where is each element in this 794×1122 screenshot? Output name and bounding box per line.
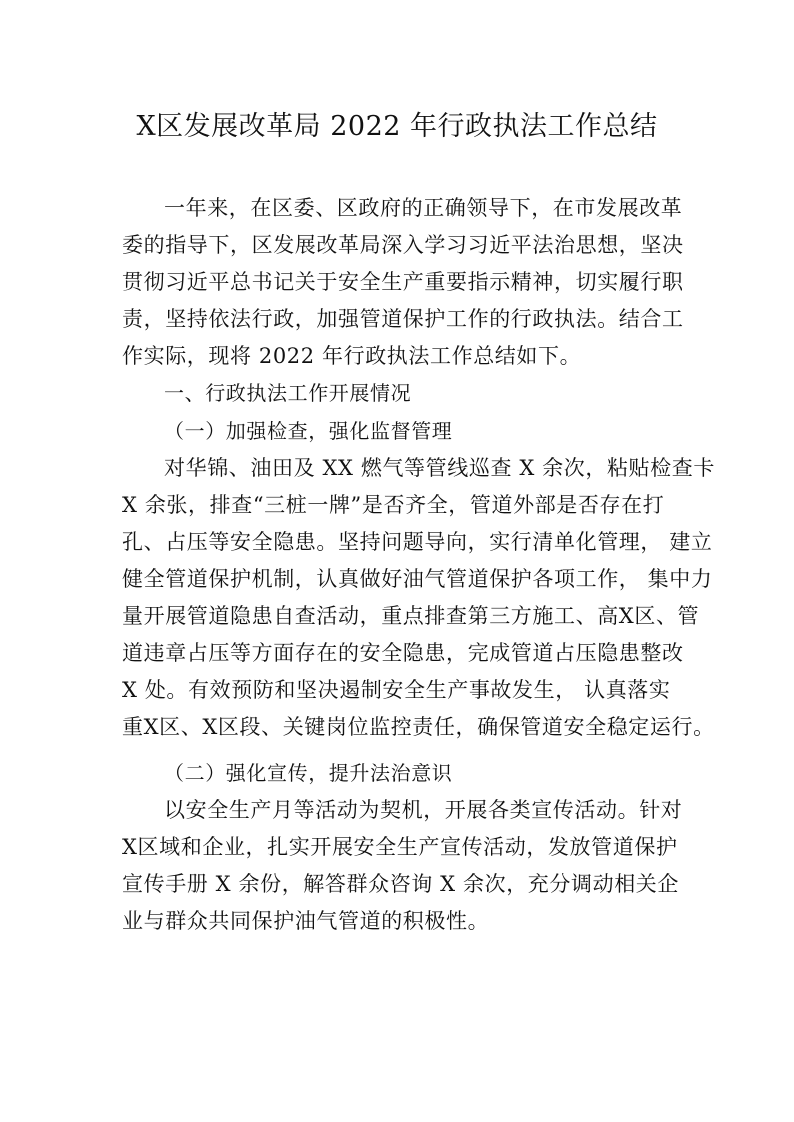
- sub1-line-3: 孔、占压等安全隐患。坚持问题导向，实行清单化管理， 建立: [122, 530, 713, 554]
- sub2-line-2: X区域和企业，扎实开展安全生产宣传活动，发放管道保护: [122, 835, 678, 859]
- intro-line-3: 贯彻习近平总书记关于安全生产重要指示精神，切实履行职: [122, 270, 684, 294]
- sub1-line-2: X 余张，排查“三桩一牌”是否齐全，管道外部是否存在打: [122, 493, 665, 517]
- sub1-line-1: 对华锦、油田及 XX 燃气等管线巡查 X 余次，粘贴检查卡: [164, 456, 715, 480]
- intro-line-2: 委的指导下，区发展改革局深入学习习近平法治思想，坚决: [122, 233, 684, 257]
- intro-line-4: 责，坚持依法行政，加强管道保护工作的行政执法。结合工: [122, 307, 684, 331]
- sub1-line-6: 道违章占压等方面存在的安全隐患，完成管道占压隐患整改: [122, 641, 684, 665]
- sub1-line-5: 量开展管道隐患自查活动，重点排查第三方施工、高X区、管: [122, 604, 700, 628]
- sub2-line-1: 以安全生产月等活动为契机，开展各类宣传活动。针对: [164, 798, 683, 822]
- sub2-line-4: 业与群众共同保护油气管道的积极性。: [122, 909, 490, 933]
- section-1-heading: 一、行政执法工作开展情况: [164, 381, 412, 405]
- intro-line-5: 作实际，现将 2022 年行政执法工作总结如下。: [122, 344, 582, 368]
- sub1-line-4: 健全管道保护机制，认真做好油气管道保护各项工作， 集中力: [122, 567, 713, 591]
- sub2-line-3: 宣传手册 X 余份，解答群众咨询 X 余次，充分调动相关企: [122, 872, 679, 896]
- document-title: X区发展改革局 2022 年行政执法工作总结: [136, 111, 658, 142]
- sub1-line-8: 重X区、X区段、关键岗位监控责任，确保管道安全稳定运行。: [122, 715, 715, 739]
- sub1-line-7: X 处。有效预防和坚决遏制安全生产事故发生， 认真落实: [122, 678, 671, 702]
- intro-line-1: 一年来，在区委、区政府的正确领导下，在市发展改革: [164, 196, 683, 220]
- subsection-1-heading: （一）加强检查，强化监督管理: [164, 419, 453, 443]
- subsection-2-heading: （二）强化宣传，提升法治意识: [164, 761, 453, 785]
